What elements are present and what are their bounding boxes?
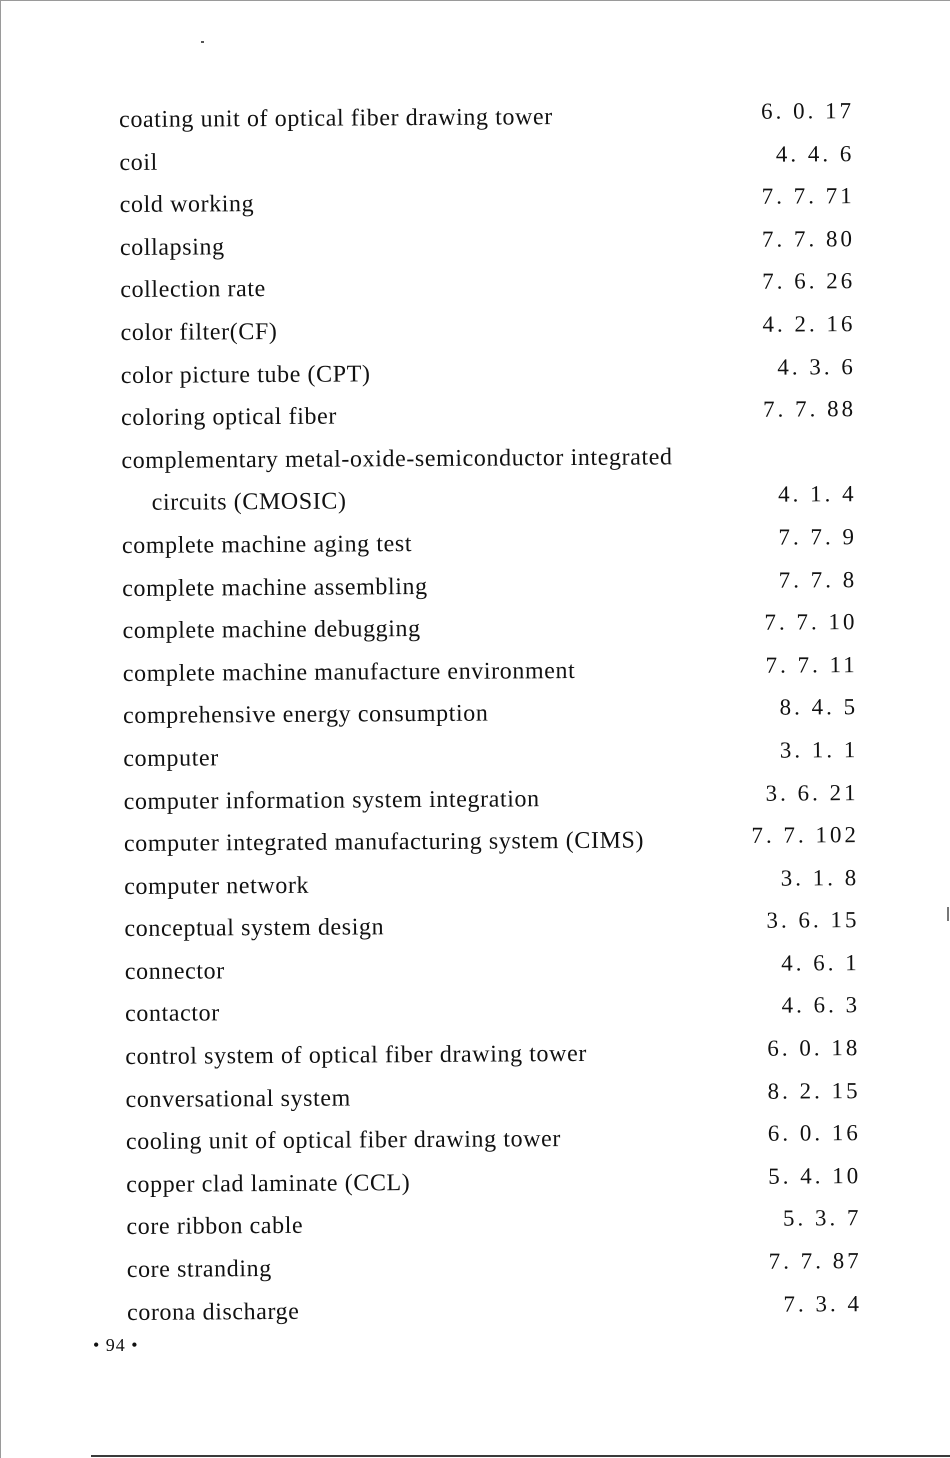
entry-reference: 4. 6. 1 [781,949,860,976]
entry-reference: 7. 3. 4 [783,1290,863,1317]
entry-term: conversational system [125,1085,351,1113]
index-entry [127,1244,862,1291]
entry-term: complete machine manufacture environment [122,657,576,687]
entry-reference: 3. 6. 15 [766,907,860,934]
entry-reference: 7. 7. 8 [778,566,858,593]
entry-term: collection rate [120,276,266,304]
entry-term: color picture tube (CPT) [120,360,371,389]
entry-term: complete machine assembling [122,573,428,602]
entry-term: coloring optical fiber [121,403,337,432]
page-number: • 94 • [93,1335,139,1355]
index-entry [126,1159,861,1206]
index-entry [126,1202,861,1249]
index-entry [123,733,858,780]
entry-term: complete machine aging test [121,531,413,559]
entry-reference: 7. 7. 11 [765,651,858,678]
entry-reference: 6. 0. 18 [767,1035,861,1061]
index-entry-continuation [122,477,857,524]
index-entry [123,648,858,695]
index-entry [119,137,854,184]
entry-reference: 8. 2. 15 [767,1077,861,1104]
entry-term: complementary metal-oxide-semiconductor integrated [121,444,673,474]
entry-term: corona discharge [126,1298,300,1326]
entry-term: complete machine debugging [122,616,421,645]
index-entry [127,1287,862,1334]
entry-term: comprehensive energy consumption [123,700,489,730]
index-entry [124,776,859,823]
entry-reference: 5. 3. 7 [782,1205,862,1232]
index-entry [122,563,857,610]
entry-reference: 4. 4. 6 [775,140,855,167]
index-entry [124,818,859,865]
entry-reference: 7. 7. 71 [761,183,855,209]
index-entry [120,307,855,354]
entry-reference: 3. 6. 21 [765,779,859,806]
entry-term: core stranding [126,1256,272,1284]
entry-reference: 6. 0. 16 [767,1120,861,1146]
index-entry [121,435,856,482]
index-entry [120,222,855,269]
entry-reference: 7. 7. 80 [761,225,856,252]
entry-reference: 6. 0. 17 [761,98,855,124]
entry-reference: 3. 1. 8 [780,864,860,891]
entry-reference: 7. 6. 26 [762,268,856,295]
entry-reference: 7. 7. 102 [751,822,859,848]
entry-term: color filter(CF) [120,318,278,346]
index-entry [123,690,858,737]
entry-term: computer information system integration [123,785,540,815]
index-entry [121,350,856,397]
index-entry [125,946,860,993]
entry-term: coating unit of optical fiber drawing tower [119,104,553,133]
entry-reference: 7. 7. 10 [764,609,858,635]
scan-mark [201,41,204,43]
entry-term: control system of optical fiber drawing tower [125,1040,587,1071]
entry-term: cooling unit of optical fiber drawing tower [125,1126,562,1156]
index-entry-list [119,94,862,1334]
entry-term: cold working [119,191,255,219]
entry-reference: 4. 2. 16 [762,311,856,337]
index-entry [120,179,855,226]
index-entry [122,520,857,567]
entry-reference: 7. 7. 9 [778,524,858,550]
entry-reference: 4. 3. 6 [777,353,856,380]
index-entry [125,1074,860,1121]
entry-reference: 3. 1. 1 [779,737,859,763]
index-entry [119,94,854,141]
entry-reference: 5. 4. 10 [768,1162,862,1189]
bottom-rule [91,1455,950,1457]
entry-term: contactor [124,1000,220,1028]
scan-edge-mark [947,907,949,921]
index-entry [120,264,855,311]
entry-term: collapsing [119,234,225,261]
index-entry [125,1031,860,1078]
index-entry [124,861,859,908]
entry-reference: 4. 6. 3 [781,992,861,1019]
entry-term: core ribbon cable [126,1213,304,1241]
entry-term: computer [123,745,219,772]
index-entry [124,903,859,950]
entry-term: conceptual system design [124,914,385,943]
index-entry [126,1116,861,1163]
entry-term: coil [119,149,158,176]
entry-term: connector [124,958,225,985]
entry-term: copper clad laminate (CCL) [126,1169,411,1198]
index-entry [121,392,856,439]
entry-term: computer network [124,872,310,900]
entry-term: circuits (CMOSIC) [151,488,347,517]
entry-reference: 7. 7. 88 [762,396,857,422]
entry-term: computer integrated manufacturing system (CIMS) [123,827,645,858]
index-entry [122,605,857,652]
entry-reference: 4. 1. 4 [778,481,857,507]
entry-reference: 8. 4. 5 [779,694,859,720]
index-entry [125,989,860,1036]
entry-reference: 7. 7. 87 [768,1248,862,1274]
